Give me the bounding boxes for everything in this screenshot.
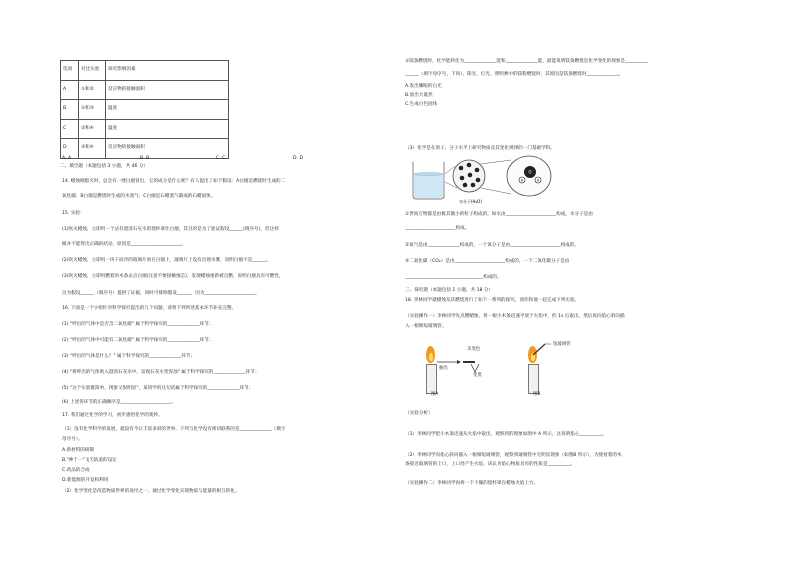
question-15-line: 做并不能得出正确的结论，原因是______________________。 xyxy=(62,242,187,247)
question-16-line: (5) "这个实验既简单，现象又很明显"，某同学的这句话属于科学探究的______________环节； xyxy=(62,386,254,391)
table-cell: 温度 xyxy=(106,119,229,139)
question-17-3-line: __________________________________构成的。 xyxy=(405,275,502,280)
question-15-line: (1)吹灭蜡烛，立即用一个沾有澄清石灰水的烧杯罩住白烟，其目的是为了验证假设______(填序号)，但这样 xyxy=(62,227,279,232)
hydrogen-label: H xyxy=(536,178,540,183)
question-17-option: B."神十一"飞天轨道的设定 xyxy=(62,458,117,463)
table-cell: ③和④ xyxy=(79,139,106,159)
water-molecule-diagram xyxy=(407,152,557,207)
table-cell: B xyxy=(61,100,79,120)
section-title: 三、探究题（本题包括 1 小题，共 18 分） xyxy=(405,288,494,293)
analysis-line: 条接近玻璃管的上口，上口处产生火焰，该认为焰心物质具有的性质是__________。 xyxy=(405,462,575,467)
table-row xyxy=(61,119,229,139)
table-cell: ①和② xyxy=(79,80,106,100)
question-14-line: 14. 蜡烛刚熄灭时，总会有一缕白烟冒出，它的成分是什么呢？有人提出了如下假设：A白烟是燃烧时生成的二 xyxy=(62,179,286,184)
question-17-option: C.药品的合成 xyxy=(62,468,90,473)
question-17-option: A.新材料的研制 xyxy=(62,448,95,453)
table-cell: A xyxy=(61,80,79,100)
question-16-line: (2) "呼出的气体中可能有二氧化碳" 属于科学探究的______________环节； xyxy=(62,338,214,343)
analysis-heading: （实验分析） xyxy=(405,411,433,416)
question-15-line: 这为假设______（填序号）提供了证据，同时可排除假设______，因为______________________。 xyxy=(62,291,260,296)
mc-option-a: A. A xyxy=(62,156,72,161)
analysis-line: （1）李林同学把小木条迅速从火焰中取出，观察到的现象如图中 A 所示，这说明焰心__________。 xyxy=(405,432,607,437)
table-header-cell: 选项 xyxy=(61,61,79,81)
question-15-line: 15. 实验： xyxy=(62,211,85,216)
label-blacken: 变黑 xyxy=(473,373,482,378)
question-17-option: A.发出耀眼的白光 xyxy=(405,84,442,89)
figure-b-caption: 图B xyxy=(533,392,541,397)
question-17-cont-line: ______（填字母序号，下同）。阳光、灯光、照明弹中的镁粉燃烧时，其原因是镁条燃烧时______________。 xyxy=(405,72,624,77)
question-17-option: D.新能源的开发和利用 xyxy=(62,478,109,483)
diagram-caption: 水分子(H₂O) xyxy=(459,199,482,204)
candle-icon xyxy=(528,364,539,394)
figure-a-caption: 图A xyxy=(431,392,439,397)
table-header-cell: 对比实验 xyxy=(79,61,106,81)
question-17-3-intro: （3）化学是在原子、分子水平上研究物质及其变化规律的一门基础学科。 xyxy=(405,146,555,151)
beaker-icon xyxy=(413,162,444,199)
question-17-3-line: ①世间万物都是由极其微小的粒子构成的，如水由______________________构成，水分子是由 xyxy=(405,212,593,217)
oxygen-label: O xyxy=(528,169,532,175)
flame-core-icon xyxy=(429,353,433,361)
question-15-line: (2)吹灭蜡烛，立即用一块干而冷的玻璃片放在白烟上，玻璃片上没有出现水雾，说明白烟不是______。 xyxy=(62,258,271,263)
hydrogen-label: H xyxy=(520,178,524,183)
question-16-line: (3) "呼出的气体是什么？" 属于科学探究的______________环节； xyxy=(62,354,196,359)
question-18-line: 入一根细短玻璃管。 xyxy=(405,324,447,329)
question-17-line: （2）化学变化是改造物质世界的途径之一，通过化学变化实现物质与能量的相互转化。 xyxy=(62,489,240,494)
figure-b xyxy=(523,340,603,400)
table-row xyxy=(61,80,229,100)
label-take-out: 抽出 xyxy=(439,366,448,371)
options-table xyxy=(60,60,229,159)
question-17-line: 母序号）。 xyxy=(62,437,83,442)
section-title: 二、填空题（本题包括 3 小题，共 46 分） xyxy=(60,164,149,169)
question-16-line: 16. 下面是一个小组针对科学探究提出的几个问题，请将下列所述基本环节补充完整。 xyxy=(62,306,237,311)
analysis-line: （实验操作二）李林同学再将一个干燥的烧杯罩在蜡烛火焰上方。 xyxy=(405,481,539,486)
table-cell: D xyxy=(61,139,79,159)
table-cell: 反应物的接触面积 xyxy=(106,80,229,100)
wooden-stick-icon xyxy=(435,348,495,378)
table-cell: ①和③ xyxy=(79,100,106,120)
table-cell: 反应物的接触面积 xyxy=(106,139,229,159)
question-17-option: B.放出大量热 xyxy=(405,93,433,98)
question-16-line: (6) 上述各环节的正确顺序是______________________。 xyxy=(62,400,176,405)
mc-option-b: B. B xyxy=(140,156,150,161)
question-17-3-line: ______________________构成。 xyxy=(405,226,470,231)
label-glass-tube: 短玻璃管 xyxy=(553,342,571,347)
question-17-cont-line: ①镁条燃烧时，化学能转化为______________能和______________能，最能说明镁条燃烧是化学变化的现象是__________ xyxy=(405,59,648,64)
table-cell: ②和④ xyxy=(79,119,106,139)
question-17-line: （1）没有化学科学的发展，就没有今日丰富多彩的世界。下列与化学没有密切联系的是______________（填字 xyxy=(62,427,286,432)
question-17-3-line: ②氧气是由______________构成的，一个氧分子是由______________________构成的。 xyxy=(405,243,580,248)
question-17-3-line: ③二氧化碳（CO₂）是由______________________构成的，一个二氧化碳分子是由 xyxy=(405,259,570,264)
question-16-line: (4) "将呼出的气体吹入澄清石灰水中，发现石灰水变浑浊" 属于科学探究的______________环节； xyxy=(62,370,260,375)
question-14-line: 氧化碳；B白烟是燃烧时生成的水蒸气；C白烟是石蜡蒸气凝成的石蜡固体。 xyxy=(62,194,216,199)
question-17-option: C.生成白色固体 xyxy=(405,102,438,107)
table-cell: C xyxy=(61,119,79,139)
mc-option-c: C. C xyxy=(216,156,226,161)
table-header-cell: 探究影响因素 xyxy=(106,61,229,81)
mc-option-d: D. D xyxy=(293,156,303,161)
question-15-line: (3)吹灭蜡烛，立即用燃着的木条去点白烟(注意不要接触烛芯)，发现蜡烛重新被点燃，说明白烟具有可燃性， xyxy=(62,274,284,279)
table-row xyxy=(61,100,229,120)
table-cell: 温度 xyxy=(106,100,229,120)
analysis-line: （2）李林同学向焰心斜向插入一根细短玻璃管，观察到玻璃管中无明显现象（如图B 所示），为使看着的木 xyxy=(405,453,622,458)
question-18-line: 18. 李林同学就蜡烛及其燃烧进行了如下一系列的探究，请你和他一起完成下列实验。 xyxy=(405,298,580,303)
question-17-line: 17. 我们通过化学的学习，初步感悟化学的奥妙。 xyxy=(62,413,163,418)
figure-a xyxy=(421,340,501,400)
question-18-line: （实验操作一）李林同学先点燃蜡烛，将一根小木条迅速平放于火焰中，约 1s 后取出，然后再向焰心斜向插 xyxy=(405,314,625,319)
question-16-line: (1) "呼出的气体中是否含二氧化碳" 属于科学探究的______________环节； xyxy=(62,322,214,327)
table-row xyxy=(61,61,229,81)
label-not-blacken: 未变色 xyxy=(467,347,481,352)
